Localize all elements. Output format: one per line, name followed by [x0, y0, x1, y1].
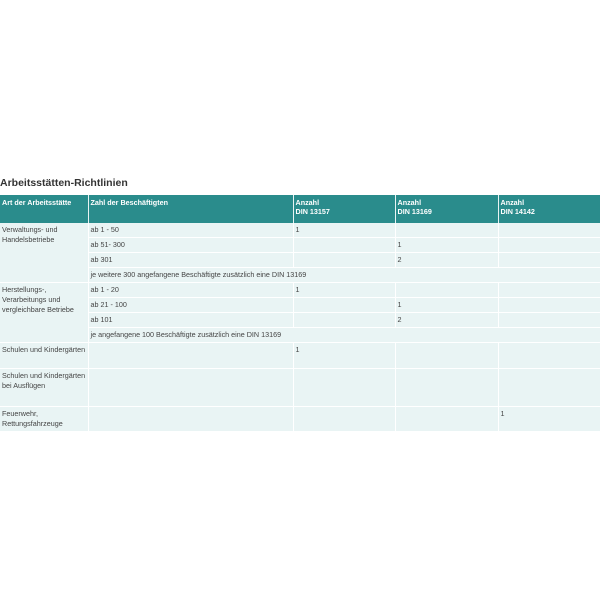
din13169-cell: 1: [395, 238, 498, 253]
note-cell: je weitere 300 angefangene Beschäftigte zusätzlich eine DIN 13169: [88, 268, 600, 283]
table-row: [0, 223, 600, 238]
group-name: Verwaltungs- und Handelsbetriebe: [0, 223, 88, 283]
table-row: [0, 268, 600, 283]
range-cell: ab 301: [88, 253, 293, 268]
din14142-cell: [498, 313, 600, 328]
range-cell: [88, 343, 293, 369]
group-name: Schulen und Kindergärten: [0, 343, 88, 369]
din13157-cell: [293, 369, 395, 407]
din14142-cell: [498, 283, 600, 298]
din13157-cell: [293, 253, 395, 268]
din13169-cell: 1: [395, 298, 498, 313]
range-cell: ab 21 - 100: [88, 298, 293, 313]
page-title: Arbeitsstätten-Richtlinien: [0, 177, 128, 189]
din13157-cell: [293, 313, 395, 328]
header-din14142: Anzahl DIN 14142: [498, 195, 600, 223]
din14142-cell: 1: [498, 407, 600, 432]
din13157-cell: 1: [293, 223, 395, 238]
din14142-cell: [498, 298, 600, 313]
group-name: Schulen und Kindergärten bei Ausflügen: [0, 369, 88, 407]
range-cell: ab 101: [88, 313, 293, 328]
din13169-cell: [395, 343, 498, 369]
note-cell: je angefangene 100 Beschäftigte zusätzlich eine DIN 13169: [88, 328, 600, 343]
range-cell: [88, 369, 293, 407]
din13169-cell: 2: [395, 253, 498, 268]
din13169-cell: [395, 283, 498, 298]
din14142-cell: [498, 343, 600, 369]
table-header-row: [0, 195, 600, 223]
din14142-cell: [498, 223, 600, 238]
range-cell: ab 1 - 50: [88, 223, 293, 238]
din13157-cell: [293, 298, 395, 313]
table-row: [0, 407, 600, 432]
header-din13157: Anzahl DIN 13157: [293, 195, 395, 223]
range-cell: ab 51- 300: [88, 238, 293, 253]
din13157-cell: 1: [293, 283, 395, 298]
table-row: [0, 313, 600, 328]
range-cell: ab 1 - 20: [88, 283, 293, 298]
din14142-cell: [498, 369, 600, 407]
din13157-cell: [293, 407, 395, 432]
table-row: [0, 343, 600, 369]
header-din13169: Anzahl DIN 13169: [395, 195, 498, 223]
arbeitsstaetten-table: [0, 195, 600, 432]
din14142-cell: [498, 253, 600, 268]
range-cell: [88, 407, 293, 432]
table-row: [0, 369, 600, 407]
group-name: Feuerwehr, Rettungsfahrzeuge: [0, 407, 88, 432]
header-zahl: Zahl der Beschäftigten: [88, 195, 293, 223]
din13169-cell: [395, 407, 498, 432]
table-row: [0, 298, 600, 313]
header-art: Art der Arbeitsstätte: [0, 195, 88, 223]
din14142-cell: [498, 238, 600, 253]
table-row: [0, 238, 600, 253]
din13157-cell: 1: [293, 343, 395, 369]
din13169-cell: [395, 223, 498, 238]
din13169-cell: [395, 369, 498, 407]
group-name: Herstellungs-, Verarbeitungs und vergleichbare Betriebe: [0, 283, 88, 343]
table-row: [0, 283, 600, 298]
din13169-cell: 2: [395, 313, 498, 328]
table-row: [0, 328, 600, 343]
table-row: [0, 253, 600, 268]
din13157-cell: [293, 238, 395, 253]
